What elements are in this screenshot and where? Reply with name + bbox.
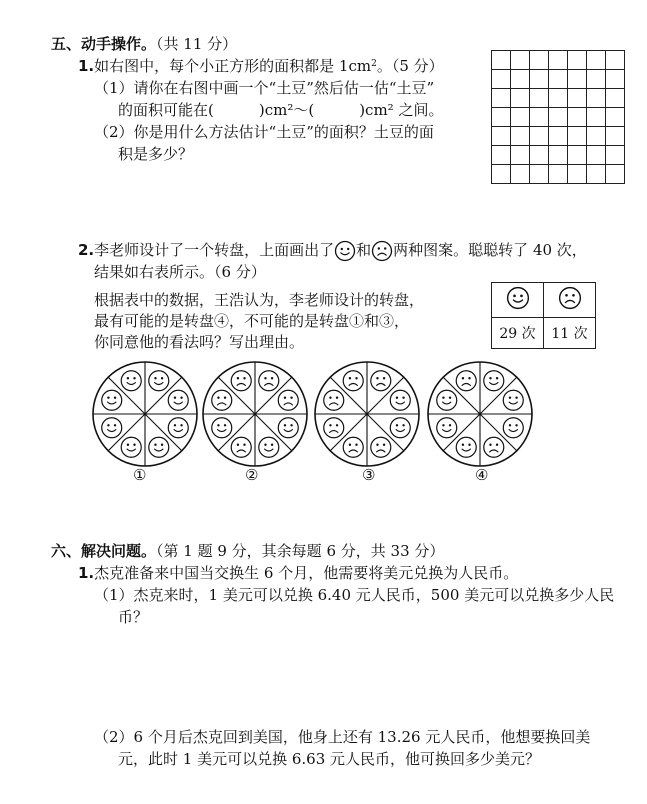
grid-cell[interactable] (587, 70, 606, 89)
q1-part2-line2: 积是多少？ (118, 145, 194, 163)
frowny-face-icon (231, 437, 251, 457)
grid-cell[interactable] (492, 165, 511, 184)
grid-cell[interactable] (530, 165, 549, 184)
spin-results-table (491, 282, 596, 349)
q1-sup: 2 (371, 59, 377, 69)
grid-cell[interactable] (492, 146, 511, 165)
grid-cell[interactable] (511, 89, 530, 108)
frowny-face-icon (278, 390, 298, 410)
grid-cell[interactable] (511, 108, 530, 127)
q1-part1-line2: 的面积可能在( )cm²～( )cm² 之间。 (118, 101, 444, 119)
grid-cell[interactable] (549, 127, 568, 146)
section5-heading (51, 34, 237, 54)
grid-cell[interactable] (492, 51, 511, 70)
smiley-face-icon (212, 418, 232, 438)
grid-cell[interactable] (511, 146, 530, 165)
grid-cell[interactable] (549, 70, 568, 89)
spinner-wheel (315, 362, 419, 466)
smile-count: 29 次 (492, 318, 544, 349)
smiley-face-icon (102, 418, 122, 438)
section6-heading (51, 541, 444, 561)
section5-points: （共 11 分） (156, 35, 238, 53)
grid-cell[interactable] (587, 51, 606, 70)
s6-q1-part2-line2: 元，此时 1 美元可以兑换 6.63 元人民币，他可换回多少美元？ (118, 750, 541, 768)
grid-cell[interactable] (511, 51, 530, 70)
grid-cell[interactable] (606, 70, 625, 89)
grid-cell[interactable] (492, 89, 511, 108)
spinner-wheel (203, 362, 307, 466)
q2-line2: 结果如右表所示。（6 分） (94, 263, 266, 281)
q2-line3: 根据表中的数据，王浩认为，李老师设计的转盘， (94, 291, 425, 309)
grid-cell[interactable] (511, 70, 530, 89)
q2-text-c: 两种图案。聪聪转了 40 次， (393, 241, 587, 259)
frowny-face-icon (212, 390, 232, 410)
grid-cell[interactable] (587, 89, 606, 108)
frowny-face-icon (343, 437, 363, 457)
smiley-face-icon (149, 437, 169, 457)
grid-cell[interactable] (587, 127, 606, 146)
s6-q1-stem (78, 563, 518, 583)
q2-line4: 最有可能的是转盘④，不可能的是转盘①和③， (94, 312, 410, 330)
smiley-face-icon (259, 437, 279, 457)
grid-cell[interactable] (587, 108, 606, 127)
grid-cell[interactable] (492, 108, 511, 127)
smiley-face-icon (390, 418, 410, 438)
grid-cell[interactable] (606, 146, 625, 165)
smiley-face-icon (121, 371, 141, 391)
square-grid[interactable] (491, 50, 625, 184)
grid-cell[interactable] (511, 127, 530, 146)
q2-text-and: 和 (356, 241, 372, 259)
grid-cell[interactable] (492, 127, 511, 146)
grid-cell[interactable] (530, 127, 549, 146)
s6-q1-part2-line1: （2）6 个月后杰克回到美国，他身上还有 13.26 元人民币，他想要换回美 (94, 728, 591, 746)
grid-cell[interactable] (549, 165, 568, 184)
grid-cell[interactable] (511, 165, 530, 184)
grid-cell[interactable] (568, 70, 587, 89)
q1-points: 。（5 分） (376, 57, 444, 75)
s6-q1-part1-line1: （1）杰克来时，1 美元可以兑换 6.40 元人民币，500 美元可以兑换多少人民 (94, 586, 615, 604)
grid-cell[interactable] (587, 165, 606, 184)
frowny-face-icon (324, 390, 344, 410)
frowny-face-icon (371, 240, 393, 262)
smiley-face-icon (437, 418, 457, 438)
grid-cell[interactable] (606, 165, 625, 184)
frowny-face-icon (558, 286, 582, 310)
smiley-face-icon (503, 418, 523, 438)
q1-text: 如右图中，每个小正方形的面积都是 1cm (94, 57, 372, 75)
frowny-face-icon (371, 371, 391, 391)
smiley-face-icon (503, 390, 523, 410)
smiley-face-icon (149, 371, 169, 391)
grid-cell[interactable] (568, 165, 587, 184)
grid-cell[interactable] (568, 127, 587, 146)
q2-number: 2. (78, 241, 95, 259)
grid-cell[interactable] (549, 51, 568, 70)
frowny-face-icon (371, 437, 391, 457)
frowny-face-icon (343, 371, 363, 391)
grid-cell[interactable] (549, 89, 568, 108)
q1-part1-line1: （1）请你在右图中画一个“土豆”然后估一估“土豆” (94, 79, 435, 97)
wheel-label-2: ② (245, 466, 259, 484)
q2-line5: 你同意他的看法吗？写出理由。 (94, 333, 305, 351)
q1-part2-line1: （2）你是用什么方法估计“土豆”的面积？土豆的面 (94, 123, 434, 141)
wheel-label-4: ④ (475, 466, 489, 484)
spinner-wheels (90, 352, 540, 487)
smiley-face-icon (506, 286, 530, 310)
grid-cell[interactable] (606, 51, 625, 70)
smiley-face-icon (102, 390, 122, 410)
frowny-face-icon (484, 437, 504, 457)
grid-cell[interactable] (606, 89, 625, 108)
s6-q1-part1-line2: 币？ (118, 608, 149, 626)
frowny-face-icon (231, 371, 251, 391)
grid-cell[interactable] (492, 70, 511, 89)
q2-line1 (78, 238, 587, 262)
grid-cell[interactable] (530, 51, 549, 70)
smiley-face-icon (334, 240, 356, 262)
table-smile-cell (492, 283, 544, 318)
frown-count: 11 次 (544, 318, 596, 349)
smiley-face-icon (168, 390, 188, 410)
spinner-wheel (428, 362, 532, 466)
frowny-face-icon (324, 418, 344, 438)
smiley-face-icon (456, 437, 476, 457)
grid-cell[interactable] (530, 108, 549, 127)
grid-cell[interactable] (606, 108, 625, 127)
frowny-face-icon (456, 371, 476, 391)
smiley-face-icon (390, 390, 410, 410)
spinner-wheel (93, 362, 197, 466)
smiley-face-icon (437, 390, 457, 410)
section5-title: 五、动手操作。 (51, 35, 157, 53)
section6-points: （第 1 题 9 分，其余每题 6 分，共 33 分） (156, 542, 445, 560)
table-frown-cell (544, 283, 596, 318)
q1-stem (78, 56, 444, 76)
wheel-label-3: ③ (362, 466, 376, 484)
q2-text-a: 李老师设计了一个转盘，上面画出了 (94, 241, 335, 259)
grid-cell[interactable] (530, 146, 549, 165)
grid-cell[interactable] (549, 146, 568, 165)
smiley-face-icon (121, 437, 141, 457)
grid-cell[interactable] (587, 146, 606, 165)
q1-number: 1. (78, 57, 95, 75)
s6-q1-number: 1. (78, 564, 95, 582)
section6-title: 六、解决问题。 (51, 542, 157, 560)
frowny-face-icon (259, 371, 279, 391)
s6-q1-text: 杰克准备来中国当交换生 6 个月，他需要将美元兑换为人民币。 (94, 564, 519, 582)
grid-cell[interactable] (530, 70, 549, 89)
smiley-face-icon (484, 371, 504, 391)
grid-cell[interactable] (549, 108, 568, 127)
grid-cell[interactable] (568, 89, 587, 108)
grid-cell[interactable] (530, 89, 549, 108)
grid-cell[interactable] (568, 51, 587, 70)
smiley-face-icon (168, 418, 188, 438)
smiley-face-icon (278, 418, 298, 438)
wheel-label-1: ① (133, 466, 147, 484)
grid-cell[interactable] (606, 127, 625, 146)
grid-cell[interactable] (568, 108, 587, 127)
grid-cell[interactable] (568, 146, 587, 165)
